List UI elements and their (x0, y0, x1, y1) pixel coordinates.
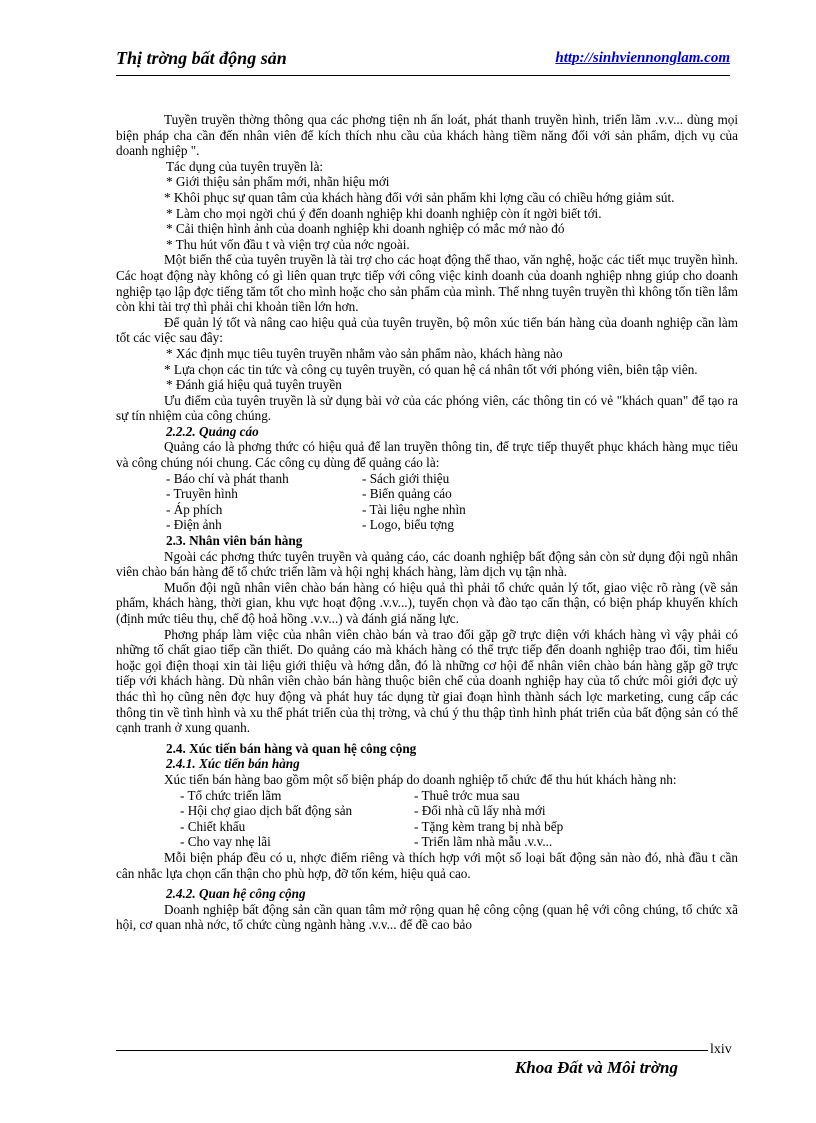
paragraph: Xúc tiến bán hàng bao gồm một số biện pháp do doanh nghiệp tổ chức để thu hút khách hàng nh: (164, 771, 677, 787)
promo-list (116, 788, 738, 850)
bullet-item: * Làm cho mọi ngời chú ý đến doanh nghiệp khi doanh nghiệp còn ít ngời biết tới. (166, 205, 602, 221)
list-left: - Tổ chức triển lãm (180, 787, 282, 803)
page-number: lxiv (710, 1042, 732, 1057)
list-right: - Đổi nhà cũ lấy nhà mới (414, 803, 546, 819)
paragraph: Một biến thể của tuyên truyền là tài trợ cho các hoạt động thể thao, văn nghệ, hoặc các tiết mục truyền hình. Các hoạt động này không có gì liên quan trực tiếp với công việc kinh doanh của doanh nghiệp nhng giúp cho doanh nghiệp tạo lập đợc tiếng tăm tốt cho mình hoặc cho sản phẩm của mình. Thế nhng tuyên truyền thì không tốn tiền lắm còn khi tài trợ thì phải chi khoản tiền lớn hơn. (116, 252, 739, 315)
footer-rule (116, 1050, 708, 1051)
list-right: - Tặng kèm trang bị nhà bếp (414, 818, 564, 834)
list-item (116, 819, 738, 835)
header-title: Thị trờng bất động sản (116, 48, 287, 68)
list-item (116, 502, 738, 518)
list-left: - Chiết khấu (180, 818, 246, 834)
paragraph: Ưu điểm của tuyên truyền là sử dụng bài vở của các phóng viên, các thông tin có vẻ "khách quan" để tạo ra sự tín nhiệm của công chúng. (116, 392, 738, 424)
paragraph: Quảng cáo là phơng thức có hiệu quả để lan truyền thông tin, để trực tiếp thuyết phục khách hàng mục tiêu và công chúng nói chung. Các công cụ dùng để quảng cáo là: (116, 439, 738, 471)
list-right: - Tài liệu nghe nhìn (362, 501, 466, 517)
list-left: - Truyền hình (166, 486, 238, 502)
paragraph: Phơng pháp làm việc của nhân viên chào bán và trao đổi gặp gỡ trực diện với khách hàng vì vậy phải có những tố chất giao tiếp cần thiết. Do quảng cáo mà khách hàng có thể trực tiếp đến doanh nghiệp trao đổi, tìm hiểu hoặc gọi điện thoại xin tài liệu giới thiệu và hớng dẫn, đó là những cơ hội để nhân viên chào bán hàng gặp gỡ trực tiếp với khách hàng. Dù nhân viên chào bán hàng thuộc biên chế của doanh nghiệp hay của tổ chức môi giới đợc uỷ thác thì họ cũng nên đợc huy động và phát huy tác dụng từ giai đoạn hình thành sách lợc marketing, cung cấp các thông tin về tình hình và xu thế phát triển của thị trờng, và chú ý thu thập tình hình phát triển của bất động sản có thể cạnh tranh ở xung quanh. (116, 626, 738, 736)
list-right: - Logo, biểu tợng (362, 517, 454, 533)
header-link[interactable]: http://sinhviennonglam.com (555, 50, 730, 66)
section-heading: 2.4. Xúc tiến bán hàng và quan hệ công cộng (166, 740, 417, 756)
footer-faculty: Khoa Đất và Môi trờng (514, 1058, 678, 1077)
section-heading: 2.3. Nhân viên bán hàng (166, 533, 303, 549)
bullet-item: * Khôi phục sự quan tâm của khách hàng đối với sản phẩm khi lợng cầu có chiều hớng giảm sút. (164, 189, 675, 205)
bullet-item: * Lựa chọn các tin tức và công cụ tuyên truyền, có quan hệ cá nhân tốt với phóng viên, biên tập viên. (164, 361, 698, 377)
list-item (116, 834, 738, 850)
page-body (116, 112, 738, 933)
paragraph: Ngoài các phơng thức tuyên truyền và quảng cáo, các doanh nghiệp bất động sản còn sử dụng đội ngũ nhân viên chào bán hàng để tổ chức triển lãm và hội nghị khách hàng, làm dịch vụ tận nhà. (116, 548, 738, 580)
subsection-heading: 2.4.2. Quan hệ công cộng (166, 886, 306, 902)
list-right: - Biển quảng cáo (362, 486, 452, 502)
paragraph: Doanh nghiệp bất động sản cần quan tâm mở rộng quan hệ công cộng (quan hệ với công chúng, tổ chức xã hội, cơ quan nhà nớc, tổ chức cùng ngành hàng .v.v... để đề cao bảo (116, 901, 738, 933)
paragraph: Tuyền truyền thờng thông qua các phơng tiện nh ấn loát, phát thanh truyền hình, triển lãm .v.v... dùng mọi biện pháp cha cần đến nhân viên để kích thích nhu cầu của khách hàng tiềm năng đối với sản phẩm, dịch vụ của doanh nghiệp ". (116, 112, 738, 159)
bullet-item: * Thu hút vốn đầu t và viện trợ của nớc ngoài. (166, 236, 410, 252)
paragraph: Mỗi biện pháp đều có u, nhợc điểm riêng và thích hợp với một số loại bất động sản nào đó, nhà đầu t cần cân nhắc lựa chọn cẩn thận cho phù hợp, đỡ tốn kém, hiệu quả cao. (116, 849, 738, 881)
bullet-item: * Xác định mục tiêu tuyên truyền nhằm vào sản phẩm nào, khách hàng nào (166, 345, 563, 361)
list-right: - Thuê trớc mua sau (414, 787, 520, 803)
paragraph: Để quản lý tốt và nâng cao hiệu quả của tuyên truyền, bộ môn xúc tiến bán hàng của doanh nghiệp cần làm tốt các việc sau đây: (116, 314, 738, 346)
list-right: - Sách giới thiệu (362, 470, 450, 486)
list-item (116, 471, 738, 487)
section-heading: 2.2.2. Quảng cáo (166, 423, 259, 439)
list-left: - Áp phích (166, 501, 223, 517)
list-item (116, 486, 738, 502)
bullet-item: * Đánh giá hiệu quả tuyên truyền (166, 377, 342, 393)
list-item (116, 517, 738, 533)
list-left: - Báo chí và phát thanh (166, 470, 289, 486)
bullet-item: * Giới thiệu sản phẩm mới, nhãn hiệu mới (166, 174, 390, 190)
paragraph: Tác dụng của tuyên truyền là: (166, 158, 324, 174)
header-rule (116, 75, 730, 76)
list-left: - Cho vay nhẹ lãi (180, 834, 271, 850)
ad-tools-list (116, 471, 738, 533)
list-left: - Hội chợ giao dịch bất động sản (180, 803, 353, 819)
list-item (116, 803, 738, 819)
list-left: - Điện ảnh (166, 517, 222, 533)
list-item (116, 788, 738, 804)
list-right: - Triển lãm nhà mẫu .v.v... (414, 834, 553, 850)
bullet-item: * Cải thiện hình ảnh của doanh nghiệp khi doanh nghiệp có mắc mớ nào đó (166, 221, 565, 237)
subsection-heading: 2.4.1. Xúc tiến bán hàng (166, 756, 300, 772)
paragraph: Muốn đội ngũ nhân viên chào bán hàng có hiệu quả thì phải tổ chức quản lý tốt, giao việc rõ ràng (về sản phẩm, khách hàng, thời gian, khu vực hoạt động .v.v...), tuyển chọn và đào tạo cẩn thận, có biện pháp khuyến khích (định mức tiêu thụ, chế độ hoả hồng .v.v...) và đánh giá năng lực. (116, 579, 738, 626)
